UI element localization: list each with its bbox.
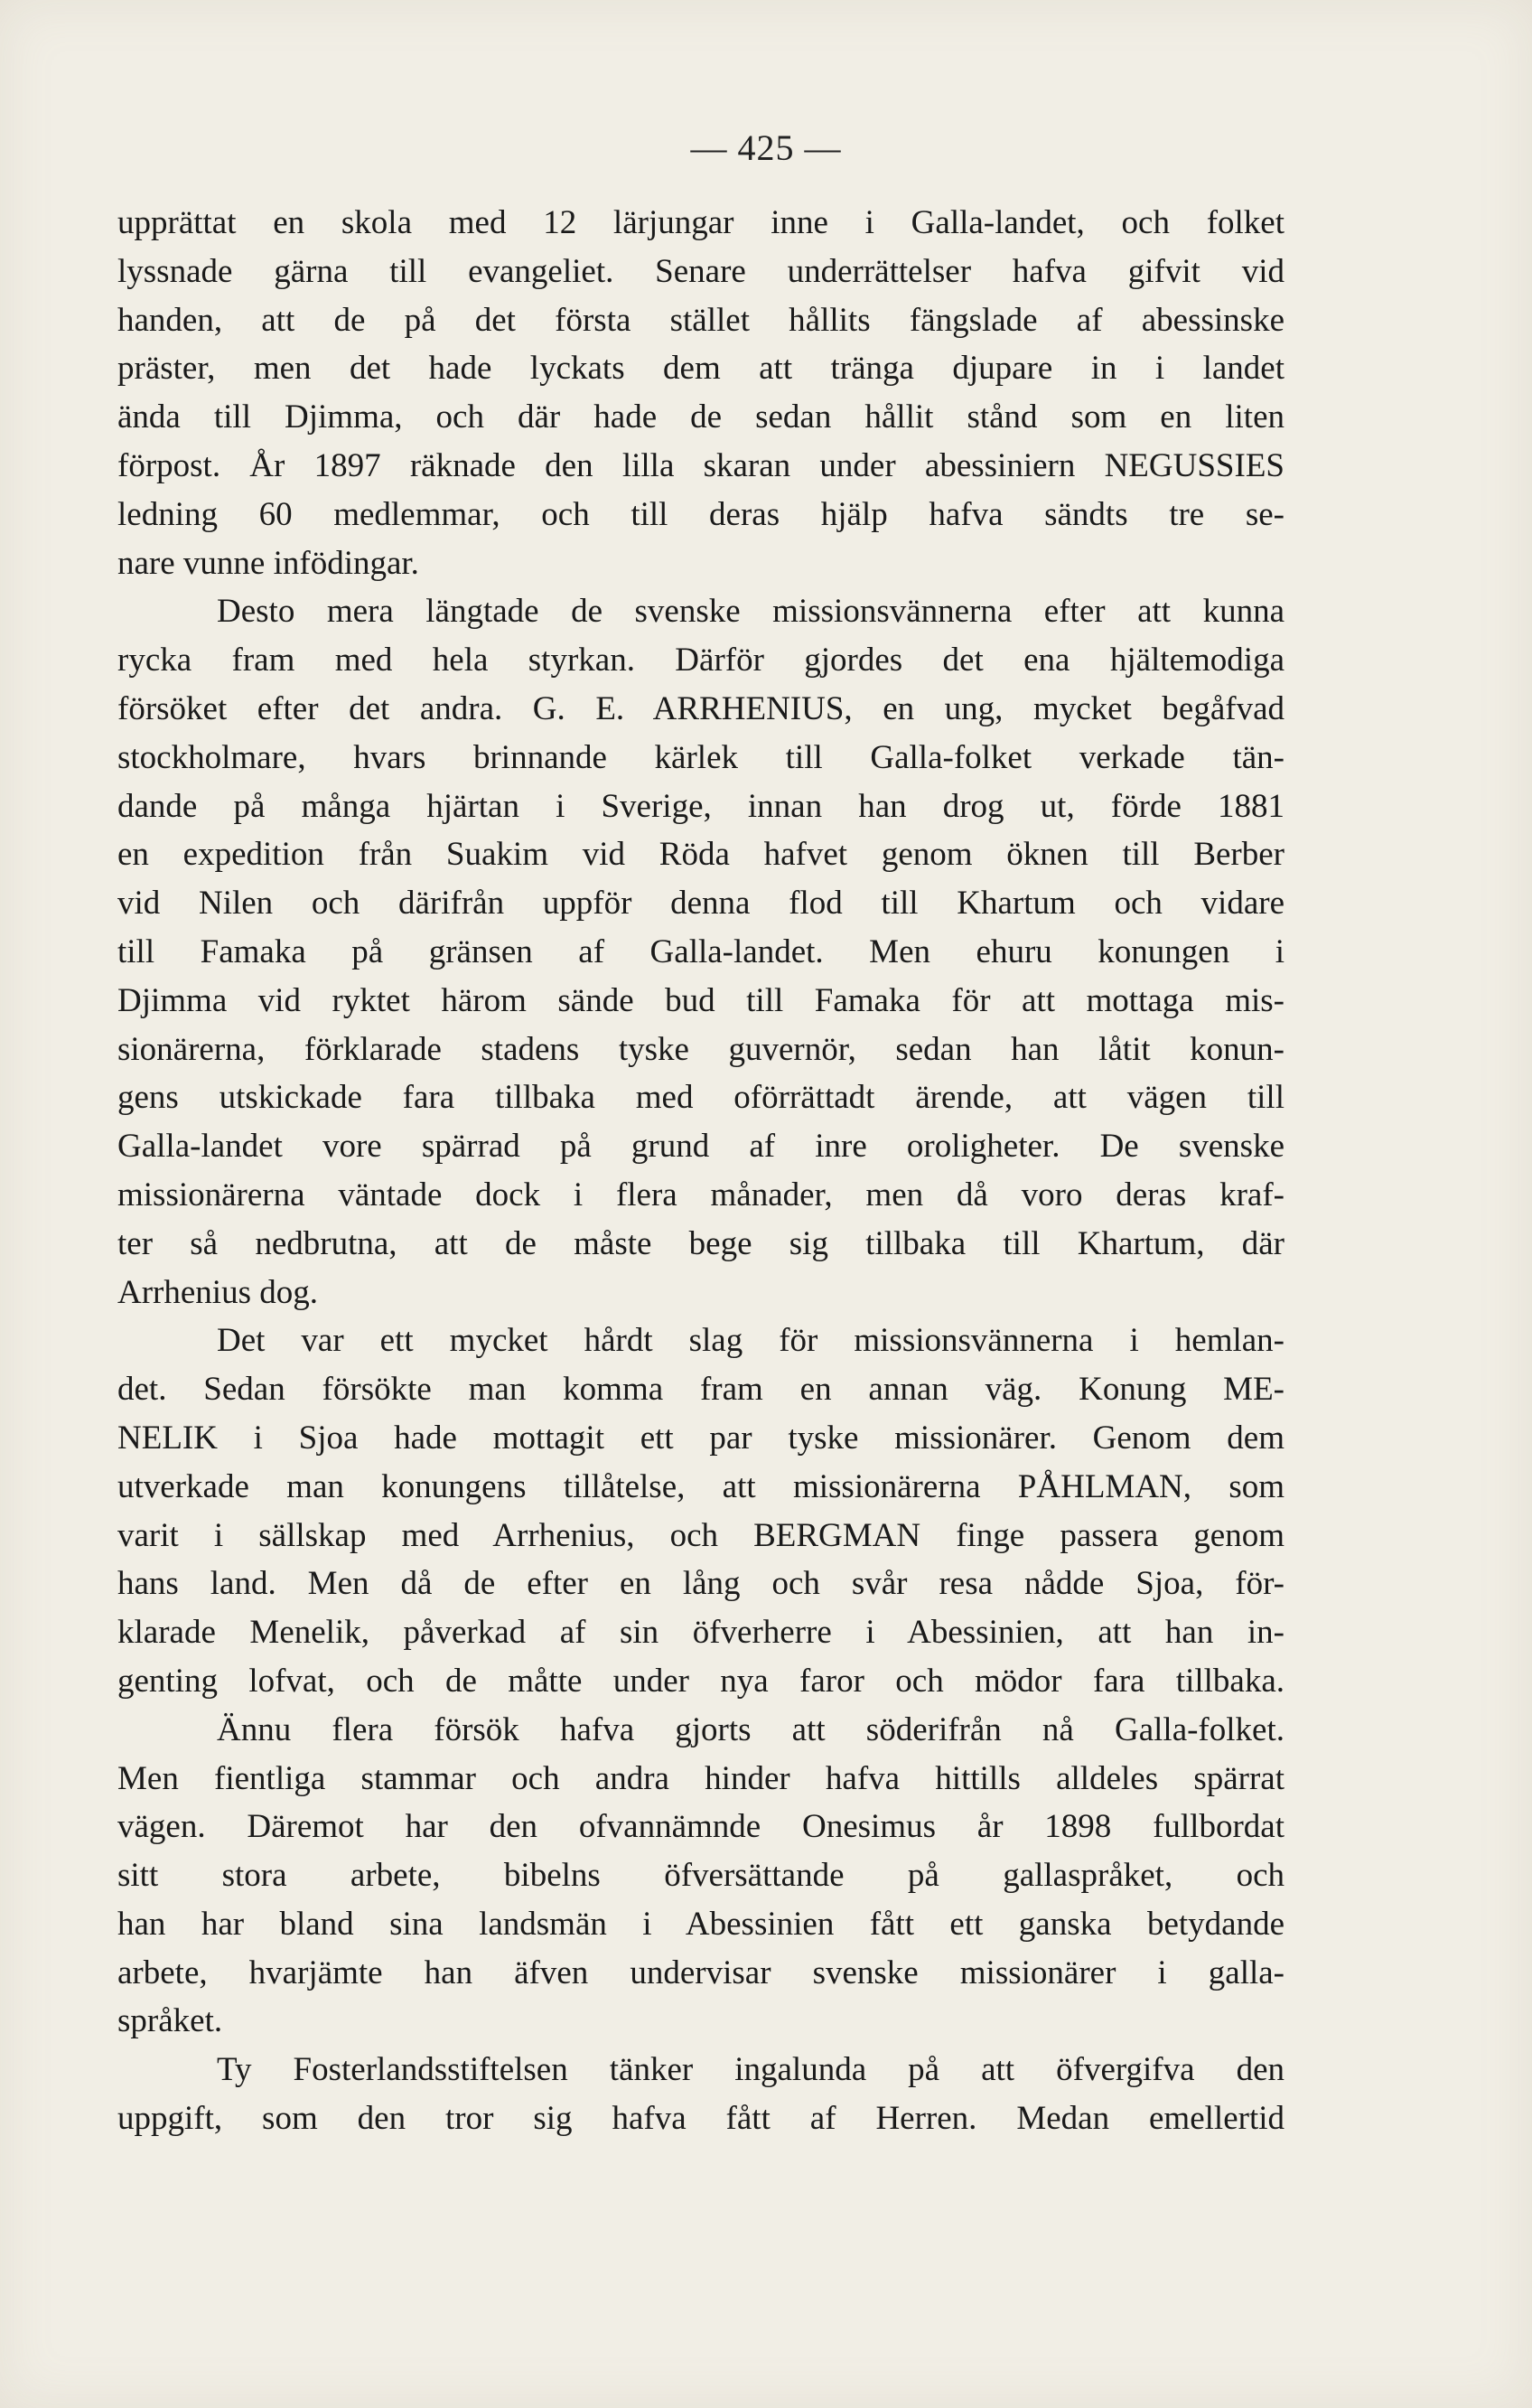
text-line: hans land. Men då de efter en lång och svår resa nådde Sjoa, för- <box>117 1565 1284 1603</box>
text-line: vid Nilen och därifrån uppför denna flod till Khartum och vidare <box>117 885 1284 923</box>
text-line: stockholmare, hvars brinnande kärlek till Galla-folket verkade tän- <box>117 738 1284 776</box>
text-line: Ty Fosterlandsstiftelsen tänker ingalunda på att öfvergifva den <box>217 2051 1284 2089</box>
text-line: upprättat en skola med 12 lärjungar inne i Galla-landet, och folket <box>117 204 1284 241</box>
text-line: Galla-landet vore spärrad på grund af inre oroligheter. De svenske <box>117 1128 1284 1166</box>
text-line: det. Sedan försökte man komma fram en annan väg. Konung ME- <box>117 1371 1284 1409</box>
text-line: NELIK i Sjoa hade mottagit ett par tyske missionärer. Genom dem <box>117 1419 1284 1457</box>
text-line: präster, men det hade lyckats dem att tränga djupare in i landet <box>117 350 1284 388</box>
text-line: uppgift, som den tror sig hafva fått af Herren. Medan emellertid <box>117 2100 1284 2138</box>
text-line: utverkade man konungens tillåtelse, att missionärerna PÅHLMAN, som <box>117 1467 1284 1505</box>
text-line: dande på många hjärtan i Sverige, innan han drog ut, förde 1881 <box>117 787 1284 825</box>
text-line: vägen. Däremot har den ofvannämnde Onesimus år 1898 fullbordat <box>117 1808 1284 1846</box>
text-line: försöket efter det andra. G. E. ARRHENIUS, en ung, mycket begåfvad <box>117 689 1284 727</box>
text-line: ledning 60 medlemmar, och till deras hjälp hafva sändts tre se- <box>117 495 1284 533</box>
text-line: till Famaka på gränsen af Galla-landet. Men ehuru konungen i <box>117 932 1284 970</box>
text-line: Ännu flera försök hafva gjorts att söderifrån nå Galla-folket. <box>217 1710 1284 1748</box>
text-line: han har bland sina landsmän i Abessinien fått ett ganska betydande <box>117 1905 1284 1943</box>
page-number: — 425 — <box>690 127 842 168</box>
text-line: Det var ett mycket hårdt slag för missionsvännerna i hemlan- <box>217 1322 1284 1360</box>
text-line: nare vunne infödingar. <box>117 544 419 582</box>
text-line: ända till Djimma, och där hade de sedan hållit stånd som en liten <box>117 398 1284 436</box>
text-line: Desto mera längtade de svenske missionsvännerna efter att kunna <box>217 593 1284 631</box>
text-line: varit i sällskap med Arrhenius, och BERGMAN finge passera genom <box>117 1516 1284 1554</box>
text-line: språket. <box>117 2002 223 2040</box>
text-line: missionärerna väntade dock i flera månader, men då voro deras kraf- <box>117 1176 1284 1213</box>
text-line: rycka fram med hela styrkan. Därför gjordes det ena hjältemodiga <box>117 642 1284 679</box>
text-line: genting lofvat, och de måtte under nya faror och mödor fara tillbaka. <box>117 1662 1284 1700</box>
text-line: sionärerna, förklarade stadens tyske guvernör, sedan han låtit konun- <box>117 1030 1284 1068</box>
text-line: en expedition från Suakim vid Röda hafvet genom öknen till Berber <box>117 836 1284 874</box>
text-line: Men fientliga stammar och andra hinder hafva hittills alldeles spärrat <box>117 1759 1284 1797</box>
text-line: sitt stora arbete, bibelns öfversättande på gallaspråket, och <box>117 1857 1284 1895</box>
text-line: Djimma vid ryktet härom sände bud till Famaka för att mottaga mis- <box>117 981 1284 1019</box>
text-line: ter så nedbrutna, att de måste bege sig tillbaka till Khartum, där <box>117 1224 1284 1262</box>
body-text <box>117 199 1284 2143</box>
text-line: handen, att de på det första stället hållits fängslade af abessinske <box>117 301 1284 339</box>
text-line: arbete, hvarjämte han äfven undervisar svenske missionärer i galla- <box>117 1954 1284 1991</box>
text-line: Arrhenius dog. <box>117 1273 318 1311</box>
text-line: gens utskickade fara tillbaka med oförrättadt ärende, att vägen till <box>117 1079 1284 1117</box>
text-line: lyssnade gärna till evangeliet. Senare underrättelser hafva gifvit vid <box>117 252 1284 290</box>
text-line: förpost. År 1897 räknade den lilla skaran under abessiniern NEGUSSIES <box>117 446 1284 484</box>
text-line: klarade Menelik, påverkad af sin öfverherre i Abessinien, att han in- <box>117 1614 1284 1652</box>
